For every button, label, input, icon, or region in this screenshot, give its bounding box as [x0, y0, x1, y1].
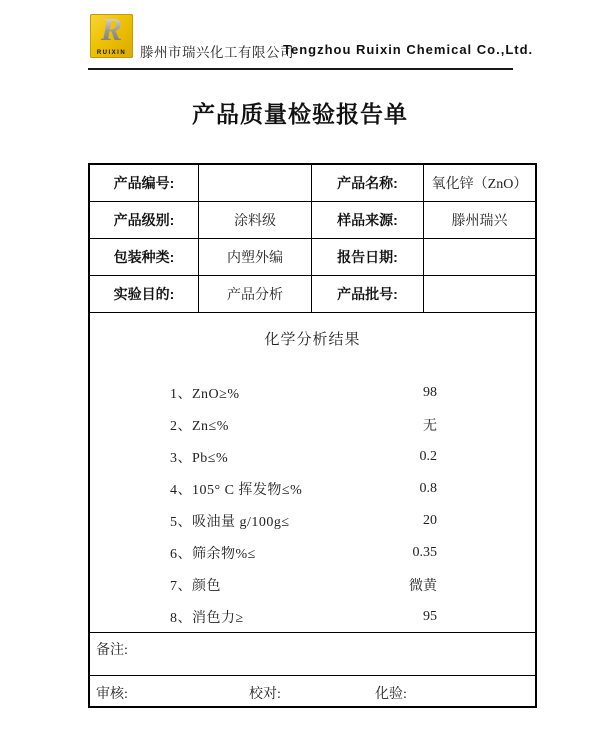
company-name-english: Tengzhou Ruixin Chemical Co.,Ltd. — [283, 42, 534, 57]
remarks-label: 备注: — [96, 643, 128, 658]
logo-brand-text: RUIXIN — [96, 50, 127, 56]
analysis-item — [90, 537, 535, 569]
logo-r-glyph: R — [90, 11, 133, 47]
analysis-item-label: 8、消色力≥ — [170, 611, 244, 626]
ruixin-logo-icon — [90, 11, 133, 58]
analysis-item-value: 98 — [423, 385, 437, 400]
analysis-item — [90, 473, 535, 505]
label-report-date: 报告日期: — [312, 239, 424, 275]
company-name-chinese: 滕州市瑞兴化工有限公司 — [140, 45, 294, 60]
value-batch-number — [424, 276, 535, 312]
report-table — [88, 163, 537, 708]
analysis-item-label: 6、筛余物%≤ — [170, 547, 256, 562]
analysis-item — [90, 505, 535, 537]
analysis-item-label: 4、105° C 挥发物≤% — [170, 483, 303, 498]
analysis-item-value: 95 — [423, 609, 437, 624]
label-test-purpose: 实验目的: — [90, 276, 199, 312]
signature-audit-label: 审核: — [96, 686, 128, 702]
analysis-item-value: 0.8 — [419, 481, 437, 496]
signature-assay-label: 化验: — [375, 686, 407, 702]
page-title: 产品质量检验报告单 — [192, 101, 408, 127]
analysis-item-value: 无 — [423, 419, 437, 434]
analysis-item-value: 0.2 — [419, 449, 437, 464]
analysis-section-title: 化学分析结果 — [264, 332, 361, 348]
label-package-type: 包装种类: — [90, 239, 199, 275]
table-row — [90, 239, 535, 276]
signatures-row — [90, 676, 535, 709]
analysis-item — [90, 377, 535, 409]
analysis-item — [90, 569, 535, 601]
label-product-grade: 产品级别: — [90, 202, 199, 238]
analysis-item-value: 0.35 — [412, 545, 437, 560]
value-sample-source: 滕州瑞兴 — [451, 214, 508, 229]
signature-proofread-label: 校对: — [249, 686, 281, 702]
remarks-row — [90, 633, 535, 676]
table-row — [90, 276, 535, 313]
analysis-item-label: 1、ZnO≥% — [170, 387, 240, 402]
analysis-item-label: 2、Zn≤% — [170, 419, 229, 434]
analysis-item-value: 微黄 — [409, 579, 437, 594]
analysis-item — [90, 409, 535, 441]
table-row — [90, 202, 535, 239]
table-row — [90, 165, 535, 202]
value-package-type: 内塑外编 — [199, 239, 312, 275]
label-product-name: 产品名称: — [312, 165, 424, 201]
analysis-item — [90, 441, 535, 473]
value-report-date — [424, 239, 535, 275]
analysis-item-value: 20 — [423, 513, 437, 528]
analysis-section — [90, 313, 535, 633]
value-product-name: 氧化锌（ZnO） — [431, 177, 528, 192]
value-product-number — [199, 165, 312, 201]
value-test-purpose: 产品分析 — [199, 276, 312, 312]
analysis-item — [90, 601, 535, 633]
analysis-item-label: 3、Pb≤% — [170, 451, 229, 466]
analysis-item-label: 5、吸油量 g/100g≤ — [170, 515, 290, 530]
label-batch-number: 产品批号: — [312, 276, 424, 312]
header-divider — [88, 68, 513, 70]
label-product-number: 产品编号: — [90, 165, 199, 201]
analysis-item-label: 7、颜色 — [170, 579, 221, 594]
value-product-grade: 涂料级 — [199, 202, 312, 238]
label-sample-source: 样品来源: — [312, 202, 424, 238]
